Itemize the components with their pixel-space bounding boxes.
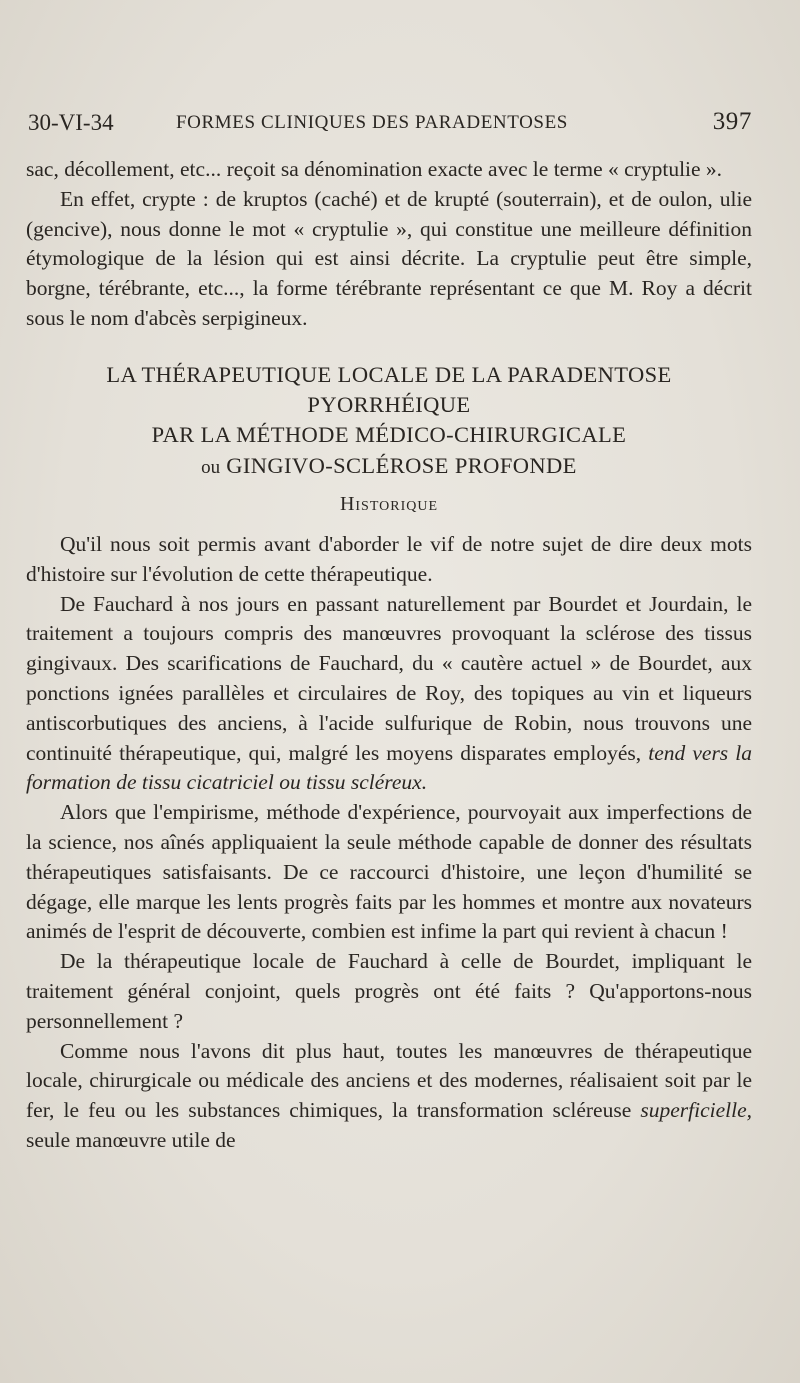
body-paragraph-4: De la thérapeutique locale de Fauchard à celle de Bourdet, impliquant le traitement général conjoint, quels progrès ont été faits ? Qu'apportons-nous personnellement ?: [26, 949, 752, 1033]
section-title-line-4: [26, 451, 752, 483]
section-title-line-2: PYORRHÉIQUE: [307, 392, 471, 418]
section-title: [26, 360, 752, 483]
section-title-line-3: PAR LA MÉTHODE MÉDICO-CHIRURGICALE: [151, 422, 627, 448]
intro-paragraph-2: En effet, crypte : de kruptos (caché) et de krupté (souterrain), et de oulon, ulie (gencive), nous donne le mot « cryptulie », qui constitue une meilleure définition étymologique de la lésion qui est ainsi décrite. La cryptulie peut être simple, borgne, térébrante, etc..., la forme térébrante représentant ce que M. Roy a décrit sous le nom d'abcès serpigineux.: [26, 186, 752, 330]
body-paragraph-2-text: De Fauchard à nos jours en passant naturellement par Bourdet et Jourdain, le traitement a toujours compris des manœuvres provoquant la sclérose des tissus gingivaux. Des scarifications de Fauchard, du « cautère actuel » de Bourdet, aux ponctions ignées parallèles et circulaires de Roy, des topiques au vin et liqueurs antiscorbutiques des anciens, à l'acide sulfurique de Robin, nous trouvons une continuité thérapeutique, qui, malgré les moyens disparates employés,: [26, 591, 752, 765]
header-title: FORMES CLINIQUES DES PARADENTOSES: [176, 112, 568, 133]
intro-paragraph-1: sac, décollement, etc... reçoit sa dénomination exacte avec le terme « cryptulie ».: [26, 157, 723, 181]
section-title-line-1: LA THÉRAPEUTIQUE LOCALE DE LA PARADENTOSE: [106, 361, 672, 387]
running-head: [28, 108, 752, 142]
body-paragraph-5: [26, 1037, 752, 1156]
body-paragraph-5-tail: seule manœuvre utile de: [26, 1127, 236, 1152]
body-paragraph-5-italic: superficielle,: [640, 1098, 752, 1123]
page-number: 397: [712, 108, 752, 135]
body-paragraph-2: [26, 590, 752, 799]
body-paragraph-3: Alors que l'empirisme, méthode d'expérience, pourvoyait aux imperfections de la science, nos aînés appliquaient la seule méthode capable de donner des résultats thérapeutiques satisfaisants. De ce raccourci d'histoire, une leçon d'humilité se dégage, elle marque les lents progrès faits par les hommes et montre aux novateurs animés de l'esprit de découverte, combien est infime la part qui revient à chacun !: [26, 800, 752, 944]
header-date: 30-VI-34: [28, 110, 114, 135]
body-paragraph-1: Qu'il nous soit permis avant d'aborder le vif de notre sujet de dire deux mots d'histoire sur l'évolution de cette thérapeutique.: [26, 531, 752, 586]
subheading-historique: Historique: [339, 492, 439, 515]
body-paragraph-5-text: Comme nous l'avons dit plus haut, toutes les manœuvres de thérapeutique locale, chirurgicale ou médicale des anciens et des modernes, réalisaient soit par le fer, le feu ou les substances chimiques, la transformation scléreuse: [26, 1038, 752, 1123]
page-body: [26, 155, 752, 1156]
body-paragraph-2-italic: tend vers la formation de tissu cicatriciel ou tissu scléreux.: [26, 740, 752, 795]
section-title-line-4-text: GINGIVO-SCLÉROSE PROFONDE: [226, 452, 577, 478]
section-title-ou: ou: [201, 456, 221, 478]
